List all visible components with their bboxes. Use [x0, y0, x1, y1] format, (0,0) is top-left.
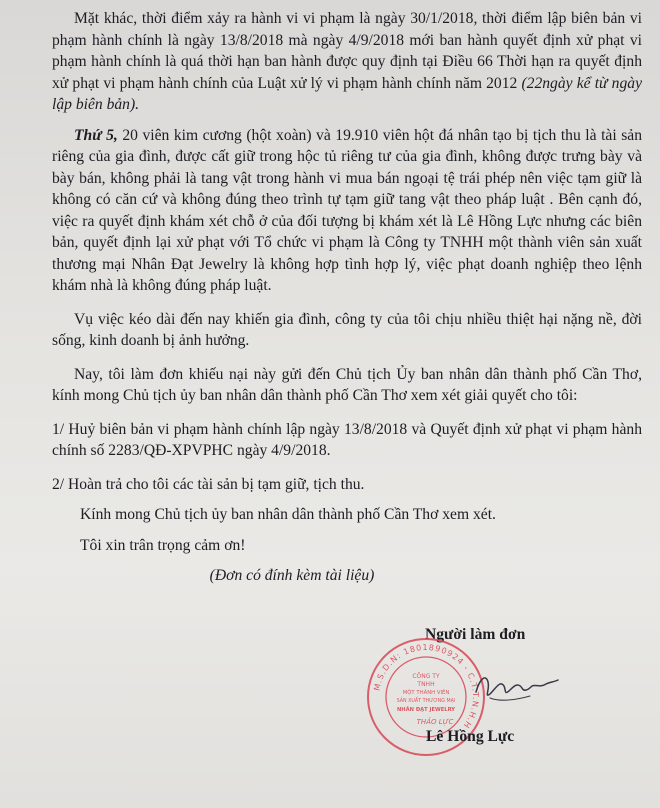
svg-text:NHÂN ĐẠT JEWELRY: NHÂN ĐẠT JEWELRY: [396, 707, 456, 713]
paragraph-time-limit-text: Mặt khác, thời điểm xảy ra hành vi vi phạm là ngày 30/1/2018, thời điểm lập biên bản vi phạm hành chính là ngày 13/8/2018 mà ngày 4/9/2018 mới ban hành quyết định xử phạt vi phạm hành chính là quá thời hạn ban hành được quy định tại Điều 66 Thời hạn ra quyết định xử phạt vi phạm hành chính của Luật xử lý vi phạm hành chính năm 2012: [52, 10, 642, 92]
request-item-2: 2/ Hoàn trả cho tôi các tài sản bị tạm giữ, tịch thu.: [52, 475, 365, 493]
paragraph-time-limit: [52, 8, 642, 116]
svg-text:THẢO LỰC: THẢO LỰC: [416, 718, 454, 726]
svg-text:CÔNG TY: CÔNG TY: [412, 673, 440, 680]
paragraph-fifth-point: [52, 125, 642, 297]
svg-text:M.S.D.N: 1801890924 - C.T.T.N.: M.S.D.N: 1801890924 - C.T.T.N.H.H: [372, 642, 481, 731]
handwritten-signature: [470, 660, 560, 710]
closing-thanks: Tôi xin trân trọng cảm ơn!: [80, 536, 246, 554]
paragraph-time-limit-note: (22ngày kể từ ngày lập biên bản).: [52, 74, 642, 113]
paragraph-damages: Vụ việc kéo dài đến nay khiến gia đình, công ty của tôi chịu nhiều thiệt hại nặng nề, đời sống, kinh doanh bị ảnh hưởng.: [52, 310, 642, 349]
svg-text:TNHH: TNHH: [417, 681, 435, 688]
paragraph-request: Nay, tôi làm đơn khiếu nại này gửi đến Chủ tịch Ủy ban nhân dân thành phố Cần Thơ, kính mong Chủ tịch ủy ban nhân dân thành phố Cần Thơ xem xét giải quyết cho tôi:: [52, 365, 642, 404]
svg-text:MỘT THÀNH VIÊN: MỘT THÀNH VIÊN: [402, 690, 450, 696]
signer-name: Lê Hồng Lực: [426, 728, 515, 745]
fifth-point-text: 20 viên kim cương (hột xoàn) và 19.910 viên hột đá nhân tạo bị tịch thu là tài sản riêng của gia đình, được cất giữ trong hộc tủ riêng tư của gia đình, không được trưng bày và bày bán, không phải là tang vật trong hành vi mua bán ngoại tệ trái phép nên việc tạm giữ là không có căn cứ và không đúng theo trình tự tạm giữ tang vật theo pháp luật . Bên cạnh đó, việc ra quyết định khám xét chỗ ở của đối tượng bị khám xét là Lê Hồng Lực nhưng các biên bản, quyết định lại xử phạt với Tổ chức vi phạm là Công ty TNHH một thành viên sản xuất thương mại Nhân Đạt Jewelry là không hợp tình hợp lý, việc phạt doanh nghiệp theo lệnh khám nhà là không đúng pháp luật.: [52, 126, 642, 294]
letter-body: [52, 8, 642, 587]
closing-request: Kính mong Chủ tịch ủy ban nhân dân thành phố Cần Thơ xem xét.: [80, 506, 496, 523]
svg-text:SẢN XUẤT THƯƠNG MẠI: SẢN XUẤT THƯƠNG MẠI: [396, 699, 456, 704]
fifth-point-lead: Thứ 5,: [74, 126, 118, 144]
request-item-1: 1/ Huỷ biên bản vi phạm hành chính lập ngày 13/8/2018 và Quyết định xử phạt vi phạm hành chính số 2283/QĐ-XPVPHC ngày 4/9/2018.: [52, 420, 642, 459]
signer-title: Người làm đơn: [425, 626, 526, 643]
attachment-note: (Đơn có đính kèm tài liệu): [209, 567, 375, 584]
